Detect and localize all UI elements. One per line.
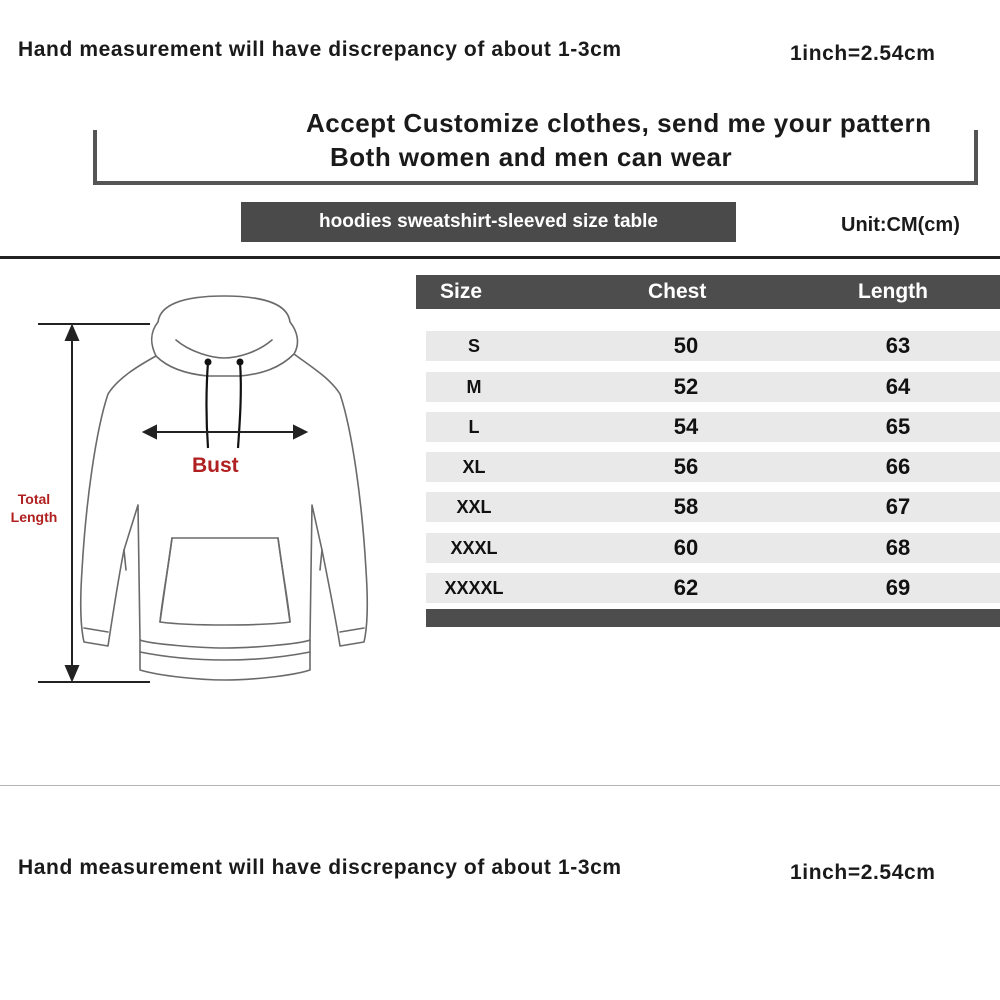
total-length-label bbox=[2, 490, 66, 526]
cell-size: XXXXL bbox=[444, 578, 504, 598]
banner-bracket-left bbox=[93, 130, 97, 185]
table-row bbox=[426, 533, 1000, 563]
unit-label: Unit:CM(cm) bbox=[841, 214, 960, 236]
size-table-header bbox=[416, 275, 1000, 309]
header-size: Size bbox=[440, 280, 483, 303]
header-length: Length bbox=[858, 280, 928, 303]
cell-size: XXXL bbox=[450, 538, 498, 558]
table-row bbox=[426, 412, 1000, 442]
cell-length: 68 bbox=[885, 535, 911, 560]
table-row bbox=[426, 452, 1000, 482]
cell-length: 63 bbox=[885, 333, 911, 358]
table-row bbox=[426, 331, 1000, 361]
cell-chest: 62 bbox=[673, 575, 699, 600]
cell-size: S bbox=[467, 336, 480, 356]
bust-arrow bbox=[144, 426, 306, 438]
discrepancy-note-bottom: Hand measurement will have discrepancy of about 1-3cm bbox=[18, 856, 622, 879]
section-divider bbox=[0, 256, 1000, 259]
cell-length: 67 bbox=[885, 494, 911, 519]
size-table-footer-bar bbox=[426, 609, 1000, 627]
cell-size: L bbox=[468, 417, 480, 437]
inch-conversion-top: 1inch=2.54cm bbox=[790, 42, 936, 65]
lower-divider bbox=[0, 785, 1000, 786]
discrepancy-note-top: Hand measurement will have discrepancy of about 1-3cm bbox=[18, 38, 622, 61]
cell-length: 65 bbox=[885, 414, 911, 439]
customize-banner-line1: Accept Customize clothes, send me your pattern bbox=[306, 108, 932, 138]
cell-length: 69 bbox=[885, 575, 911, 600]
table-row bbox=[426, 492, 1000, 522]
cell-size: XXL bbox=[456, 497, 492, 517]
cell-chest: 54 bbox=[673, 414, 699, 439]
table-row bbox=[426, 372, 1000, 402]
hoodie-diagram bbox=[0, 270, 400, 700]
table-row bbox=[426, 573, 1000, 603]
size-table-title: hoodies sweatshirt-sleeved size table bbox=[241, 202, 736, 242]
cell-size: XL bbox=[462, 457, 486, 477]
cell-chest: 58 bbox=[673, 494, 699, 519]
inch-conversion-bottom: 1inch=2.54cm bbox=[790, 861, 936, 884]
banner-bracket-right bbox=[974, 130, 978, 185]
banner-bracket-bottom bbox=[93, 181, 978, 185]
cell-chest: 50 bbox=[673, 333, 699, 358]
cell-chest: 60 bbox=[673, 535, 699, 560]
total-length-label-line2: Length bbox=[10, 509, 58, 525]
cell-length: 66 bbox=[885, 454, 911, 479]
customize-banner-line2: Both women and men can wear bbox=[330, 142, 733, 172]
cell-chest: 52 bbox=[673, 374, 699, 399]
bust-label: Bust bbox=[192, 454, 239, 477]
header-chest: Chest bbox=[648, 280, 707, 303]
cell-chest: 56 bbox=[673, 454, 699, 479]
total-length-label-line1: Total bbox=[17, 491, 51, 507]
hoodie-outline-icon bbox=[81, 296, 368, 680]
cell-length: 64 bbox=[885, 374, 911, 399]
cell-size: M bbox=[466, 377, 482, 397]
